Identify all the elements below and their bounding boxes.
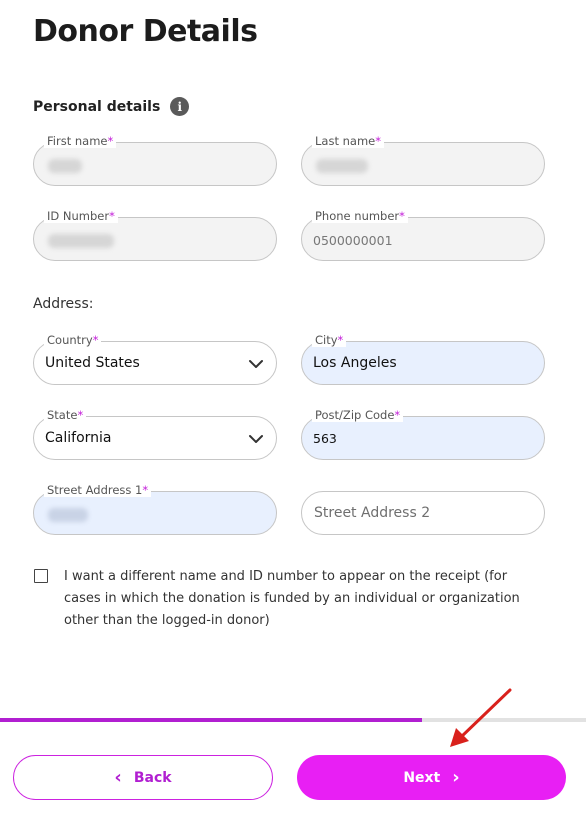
id-number-redacted-value <box>48 234 114 248</box>
chevron-down-icon <box>248 431 264 447</box>
chevron-down-icon <box>248 356 264 372</box>
city-value: Los Angeles <box>313 355 397 371</box>
section-label: Personal details <box>33 98 161 115</box>
chevron-right-icon: › <box>452 767 460 788</box>
id-number-field[interactable] <box>33 209 277 261</box>
last-name-label: Last name* <box>312 134 384 148</box>
info-icon[interactable]: i <box>170 97 189 116</box>
zip-code-label: Post/Zip Code* <box>312 408 403 422</box>
next-button[interactable] <box>297 755 566 800</box>
city-label: City* <box>312 333 346 347</box>
annotation-arrow-icon <box>440 684 520 754</box>
country-value: United States <box>45 355 140 371</box>
state-label: State* <box>44 408 86 422</box>
state-value: California <box>45 430 112 446</box>
street-address-1-redacted-value <box>48 508 88 522</box>
country-label: Country* <box>44 333 101 347</box>
zip-code-field[interactable] <box>301 408 545 460</box>
last-name-field[interactable] <box>301 134 545 186</box>
phone-number-value: 0500000001 <box>313 233 393 248</box>
first-name-field[interactable] <box>33 134 277 186</box>
page-title: Donor Details <box>33 14 258 49</box>
phone-number-field[interactable] <box>301 209 545 261</box>
street-address-2-placeholder: Street Address 2 <box>314 505 431 521</box>
last-name-redacted-value <box>316 159 368 173</box>
city-field[interactable] <box>301 333 545 385</box>
personal-details-heading <box>33 97 189 116</box>
street-address-1-field[interactable] <box>33 483 277 535</box>
address-heading: Address: <box>33 296 94 312</box>
chevron-left-icon: ‹ <box>114 767 122 788</box>
different-receipt-checkbox[interactable] <box>34 569 48 583</box>
first-name-label: First name* <box>44 134 116 148</box>
country-select[interactable] <box>33 333 277 385</box>
phone-number-label: Phone number* <box>312 209 408 223</box>
state-select[interactable] <box>33 408 277 460</box>
back-button[interactable] <box>13 755 273 800</box>
progress-fill <box>0 718 422 722</box>
back-button-label: Back <box>133 769 172 786</box>
zip-code-value: 563 <box>313 431 337 446</box>
id-number-label: ID Number* <box>44 209 118 223</box>
street-address-2-field[interactable] <box>301 491 545 535</box>
first-name-redacted-value <box>48 159 82 173</box>
street-address-1-label: Street Address 1* <box>44 483 151 497</box>
next-button-label: Next <box>403 769 441 786</box>
different-receipt-text: I want a different name and ID number to appear on the receipt (for cases in which the donation is funded by an individual or organization other than the logged-in donor) <box>64 569 520 628</box>
